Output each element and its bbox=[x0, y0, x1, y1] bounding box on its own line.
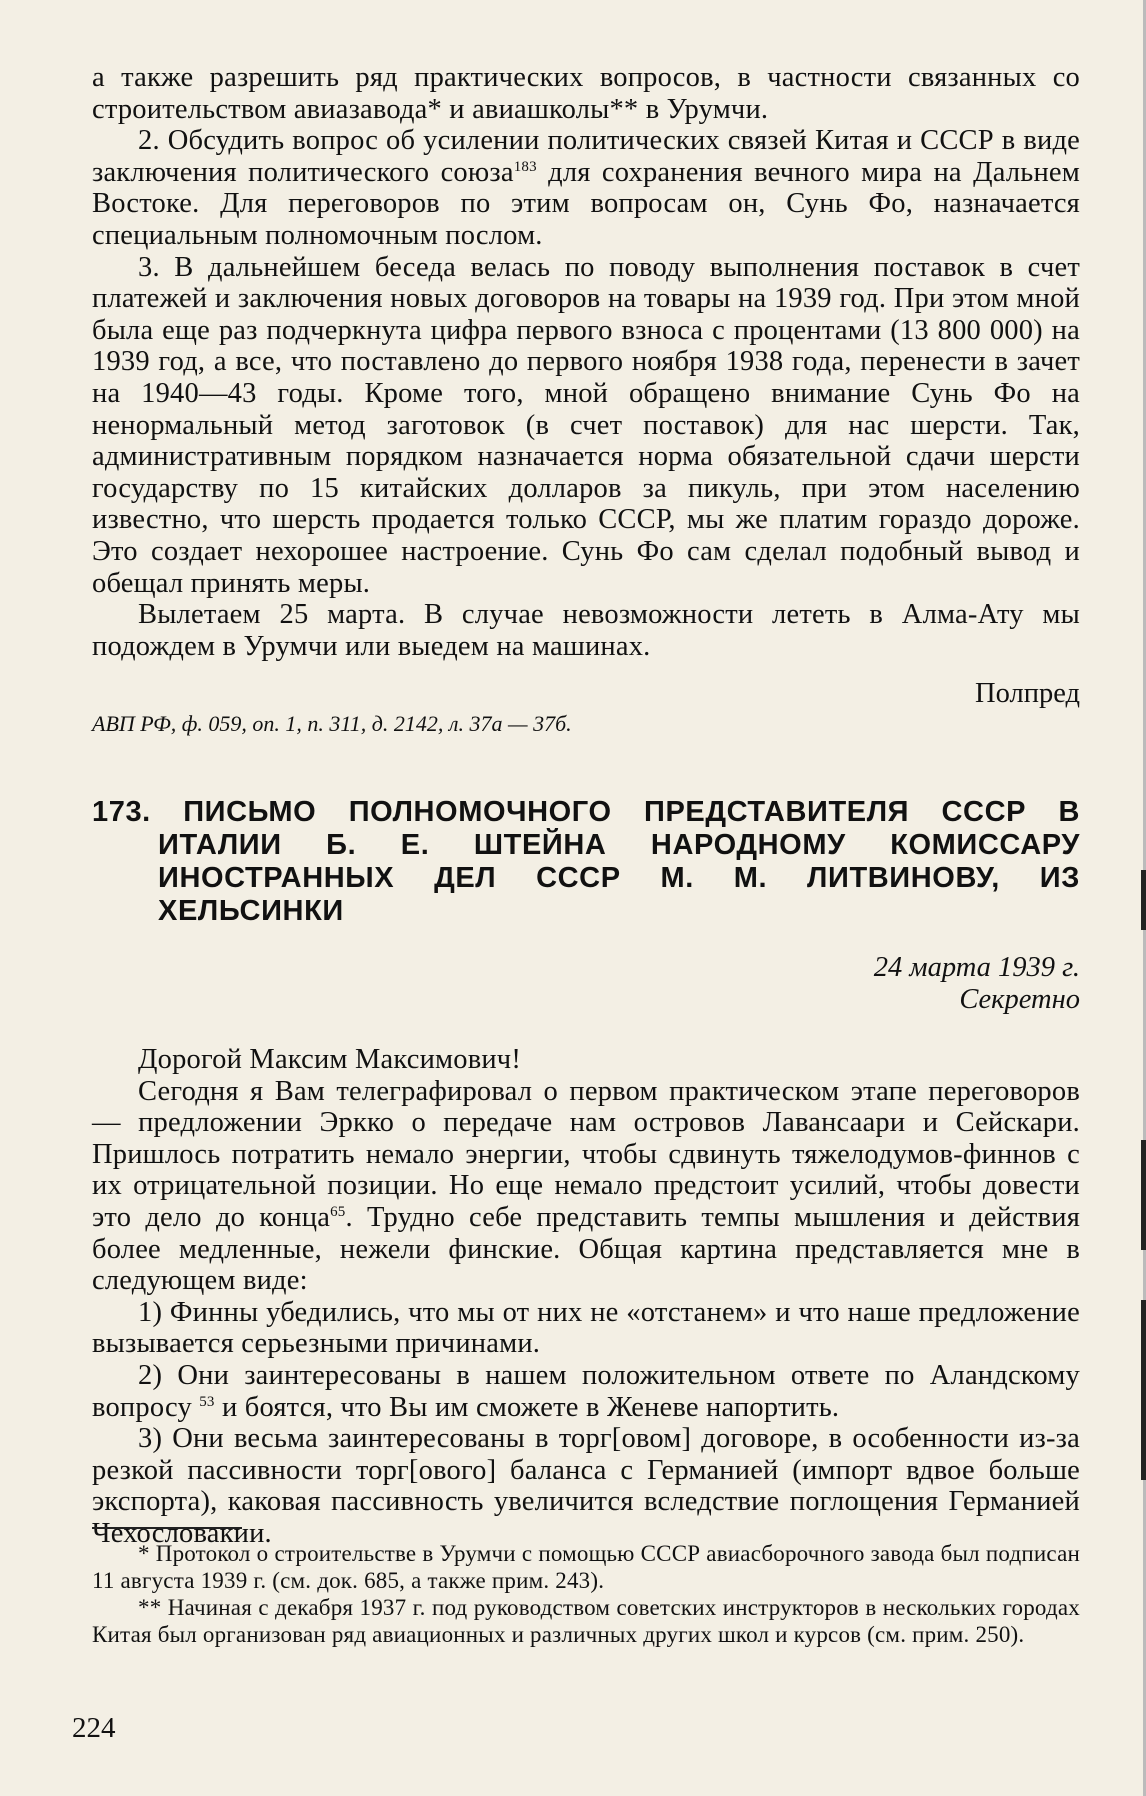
page-number: 224 bbox=[72, 1712, 116, 1744]
paragraph-continuation: а также разрешить ряд практических вопросов, в частности связанных со строительством авиазавода* и авиашколы** в Урумчи. bbox=[92, 62, 1080, 125]
document-date: 24 марта 1939 г. bbox=[873, 952, 1080, 983]
endnote-ref-183: 183 bbox=[513, 158, 537, 175]
classification-label: Секретно bbox=[959, 984, 1080, 1015]
list-item-1: 1) Финны убедились, что мы от них не «отстанем» и что наше предложение вызывается серьезными причинами. bbox=[92, 1296, 1080, 1360]
endnote-ref-53: 53 bbox=[199, 1393, 215, 1410]
archive-reference: АВП РФ, ф. 059, оп. 1, п. 311, д. 2142, л. 37а — 37б. bbox=[92, 710, 572, 736]
list-item-2: 2) Они заинтересованы в нашем положительном ответе по Аландскому вопросу $^{53}$ и боятся, что Вы им сможете в Женеве напортить. bbox=[92, 1359, 1080, 1423]
salutation: Дорогой Максим Максимович! bbox=[138, 1044, 522, 1075]
paragraph-point-3: 3. В дальнейшем беседа велась по поводу выполнения поставок в счет платежей и заключения новых договоров на товары на 1939 год. При этом мной была еще раз подчеркнута цифра первого взноса с процентами (13 800 000) на 1939 год, а все, что поставлено до первого ноября 1938 года, перенести в зачет на 1940—43 годы. Кроме того, мной обращено внимание Сунь Фо на ненормальный метод заготовок (в счет поставок) для нас шерсти. Так, административным порядком назначается норма обязательной сдачи шерсти государству по 15 китайских долларов за пикуль, при этом населению известно, что шерсть продается только СССР, мы же платим гораздо дороже. Это создает нехорошее настроение. Сунь Фо сам сделал подобный вывод и обещал принять меры. bbox=[92, 251, 1080, 599]
footnote-2: ** Начиная с декабря 1937 г. под руководством советских инструкторов в нескольких городах Китая был организован ряд авиационных и различных других школ и курсов (см. прим. 250). bbox=[92, 1595, 1080, 1647]
scan-edge-mark bbox=[1141, 1140, 1146, 1250]
scan-edge-mark bbox=[1141, 1300, 1146, 1480]
footnotes bbox=[92, 1540, 1080, 1648]
document-heading: 173. ПИСЬМО ПОЛНОМОЧНОГО ПРЕДСТАВИТЕЛЯ СССР В ИТАЛИИ Б. Е. ШТЕЙНА НАРОДНОМУ КОМИССАРУ ИНОСТРАННЫХ ДЕЛ СССР М. М. ЛИТВИНОВУ, ИЗ ХЕЛЬСИНКИ bbox=[92, 796, 1080, 927]
paragraph-point-2: 2. Обсудить вопрос об усилении политических связей Китая и СССР в виде заключения политического союза$^{183}$ для сохранения вечного мира на Дальнем Востоке. Для переговоров по этим вопросам он, Сунь Фо, назначается специальным полномочным послом. bbox=[92, 125, 1080, 251]
footnote-divider bbox=[92, 1527, 242, 1529]
endnote-ref-65: 65 bbox=[330, 1203, 346, 1220]
document-173 bbox=[92, 796, 1080, 1550]
paragraph-departure: Вылетаем 25 марта. В случае невозможности лететь в Алма-Ату мы подождем в Урумчи или выедем на машинах. bbox=[92, 599, 1080, 662]
list-item-3: 3) Они весьма заинтересованы в торг[овом] договоре, в особенности из-за резкой пассивности торг[ового] баланса с Германией (импорт вдвое больше экспорта), каковая пассивность увеличится вследствие поглощения Германией Чехословакии. bbox=[92, 1423, 1080, 1549]
letter-body: Сегодня я Вам телеграфировал о первом практическом этапе переговоров — предложении Эркко о передаче нам островов Лавансаари и Сейскари. Пришлось потратить немало энергии, чтобы сдвинуть тяжелодумов-финнов с их отрицательной позиции. Но еще немало предстоит усилий, чтобы довести это дело до конца$^{65}$. Трудно себе представить темпы мышления и действия более медленные, нежели финские. Общая картина представляется мне в следующем виде: bbox=[92, 1075, 1081, 1297]
scan-edge-mark bbox=[1141, 870, 1146, 930]
signature: Полпред bbox=[975, 678, 1080, 710]
footnote-1: * Протокол о строительстве в Урумчи с помощью СССР авиасборочного завода был подписан 11 августа 1939 г. (см. док. 685, а также прим. 243). bbox=[92, 1541, 1080, 1593]
previous-document-text bbox=[92, 62, 1080, 738]
